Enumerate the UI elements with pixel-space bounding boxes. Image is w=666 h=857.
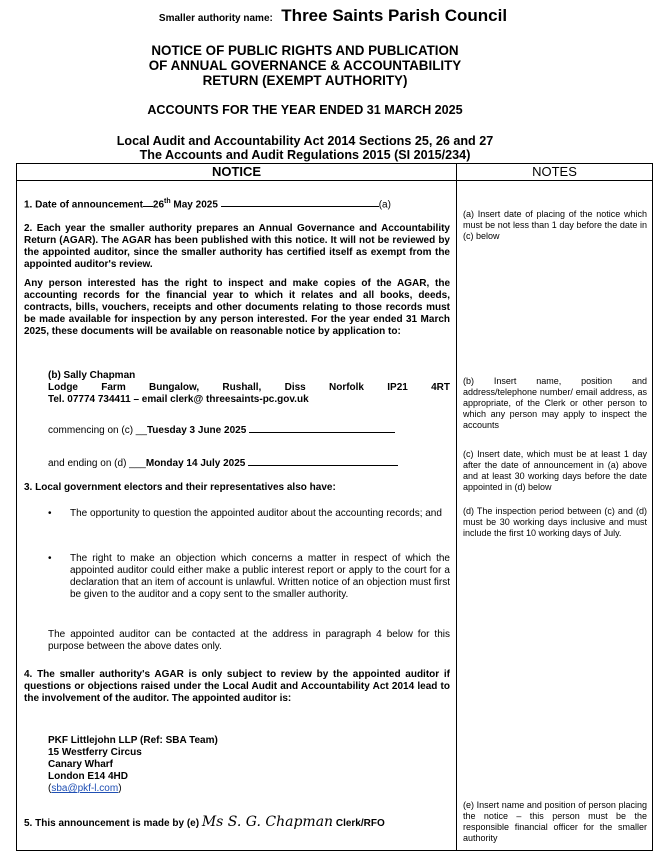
paragraph-3-heading: 3. Local government electors and their representatives also have: [24, 482, 336, 493]
title-line-3: RETURN (EXEMPT AUTHORITY) [202, 73, 408, 88]
act-line-2: The Accounts and Audit Regulations 2015 (SI 2015/234) [139, 148, 471, 162]
ending-date: Monday 14 July 2025 [145, 458, 246, 469]
legislation-lines [0, 134, 610, 162]
auditor-email-link[interactable]: sba@pkf-l.com [51, 783, 119, 794]
paren-close: ) [118, 783, 122, 794]
authority-name: Three Saints Parish Council [281, 6, 508, 25]
right-to-object: The right to make an objection which concerns a matter in respect of which the appointed auditor could either make a public interest report or apply to the court for a declaration that an item of account is unlawful. Written notice of an objection must first be given to the auditor and a copy sent to the smaller authority. [70, 553, 451, 600]
announcer-label: 5. This announcement is made by (e) [24, 818, 200, 829]
title-line-1: NOTICE OF PUBLIC RIGHTS AND PUBLICATION [151, 43, 459, 58]
contact-address: Lodge Farm Bungalow, Rushall, Diss Norfolk IP21 4RT [48, 382, 450, 393]
contact-name: (b) Sally Chapman [48, 370, 136, 381]
notice-column-header: NOTICE [17, 164, 457, 181]
paragraph-1 [24, 196, 452, 211]
paragraph-4: 4. The smaller authority's AGAR is only subject to review by the appointed auditor if questions or objections raised under the Local Audit and Accountability Act 2014 lead to the involvement of the auditor. The appointed auditor is: [24, 669, 450, 704]
paragraph-2-intro: 2. Each year the smaller authority prepares an Annual Governance and Accountability Return (AGAR). The AGAR has been published with this notice. It will not be reviewed by the appointed auditor, since the smaller authority has certified itself as exempt from the appointed auditor's review. [24, 223, 450, 270]
commencing-label: commencing on (c) __ [48, 425, 147, 436]
ending-label: and ending on (d) ___ [48, 458, 146, 469]
notice-title [0, 43, 610, 88]
blank-line [221, 196, 379, 207]
blank-line [143, 196, 153, 207]
blank-line [249, 422, 395, 433]
authority-line [0, 6, 666, 26]
auditor-contact-note: The appointed auditor can be contacted at the address in paragraph 4 below for this purpose between the above dates only. [48, 629, 450, 652]
note-d: (d) The inspection period between (c) and (d) must be 30 working days inclusive and must include the first 10 working days of July. [463, 506, 647, 538]
note-marker-a: (a) [378, 199, 391, 211]
ending-line [48, 455, 450, 470]
bullet-marker: • [48, 553, 52, 564]
bullet-marker: • [48, 508, 52, 519]
announcement-day: 26 [152, 199, 165, 211]
title-line-2: OF ANNUAL GOVERNANCE & ACCOUNTABILITY [148, 58, 462, 73]
auditor-area: Canary Wharf [48, 759, 114, 770]
note-c: (c) Insert date, which must be at least 1 day after the date of announcement in (a) above and at least 30 working days before the date appointed in (d) below [463, 449, 647, 492]
note-e: (e) Insert name and position of person placing the notice – this person must be the responsible financial officer for the smaller authority [463, 800, 647, 843]
commencing-line [48, 422, 450, 437]
auditor-email-line [48, 783, 348, 795]
note-b: (b) Insert name, position and address/telephone number/ email address, as appropriate, of the Clerk or other person to which any person may apply to inspect the accounts [463, 376, 647, 430]
accounts-year-line: ACCOUNTS FOR THE YEAR ENDED 31 MARCH 2025 [147, 103, 463, 117]
auditor-name: PKF Littlejohn LLP (Ref: SBA Team) [48, 735, 218, 746]
auditor-address [48, 735, 348, 795]
auditor-city-postcode: London E14 4HD [48, 771, 129, 782]
notes-column-header: NOTES [457, 164, 653, 181]
paragraph-5 [24, 816, 452, 830]
act-line-1: Local Audit and Accountability Act 2014 Sections 25, 26 and 27 [116, 134, 494, 148]
blank-line [248, 455, 398, 466]
announcement-month-year: May 2025 [170, 199, 218, 211]
note-a: (a) Insert date of placing of the notice which must be not less than 1 day before the date in (c) below [463, 209, 647, 241]
clerk-position: Clerk/RFO [335, 818, 385, 829]
contact-block [48, 370, 450, 406]
announcement-label: 1. Date of announcement [24, 199, 143, 211]
right-to-question: The opportunity to question the appointed auditor about the accounting records; and [70, 508, 442, 519]
contact-telephone-email: Tel. 07774 734411 – email clerk@ threesaints-pc.gov.uk [48, 394, 309, 405]
authority-label: Smaller authority name: [158, 13, 273, 24]
paren-open: ( [48, 783, 52, 794]
clerk-signature: Ms S. G. Chapman [201, 814, 334, 830]
commencing-date: Tuesday 3 June 2025 [146, 425, 247, 436]
announcement-day-suffix: th [164, 198, 171, 205]
paragraph-2-rights: Any person interested has the right to inspect and make copies of the AGAR, the accounting records for the financial year to which it relates and all books, deeds, contracts, bills, vouchers, receipts and other documents relating to those records must be made available for inspection by any person interested. For the year ended 31 March 2025, these documents will be available on reasonable notice by application to: [24, 278, 450, 337]
auditor-street: 15 Westferry Circus [48, 747, 142, 758]
